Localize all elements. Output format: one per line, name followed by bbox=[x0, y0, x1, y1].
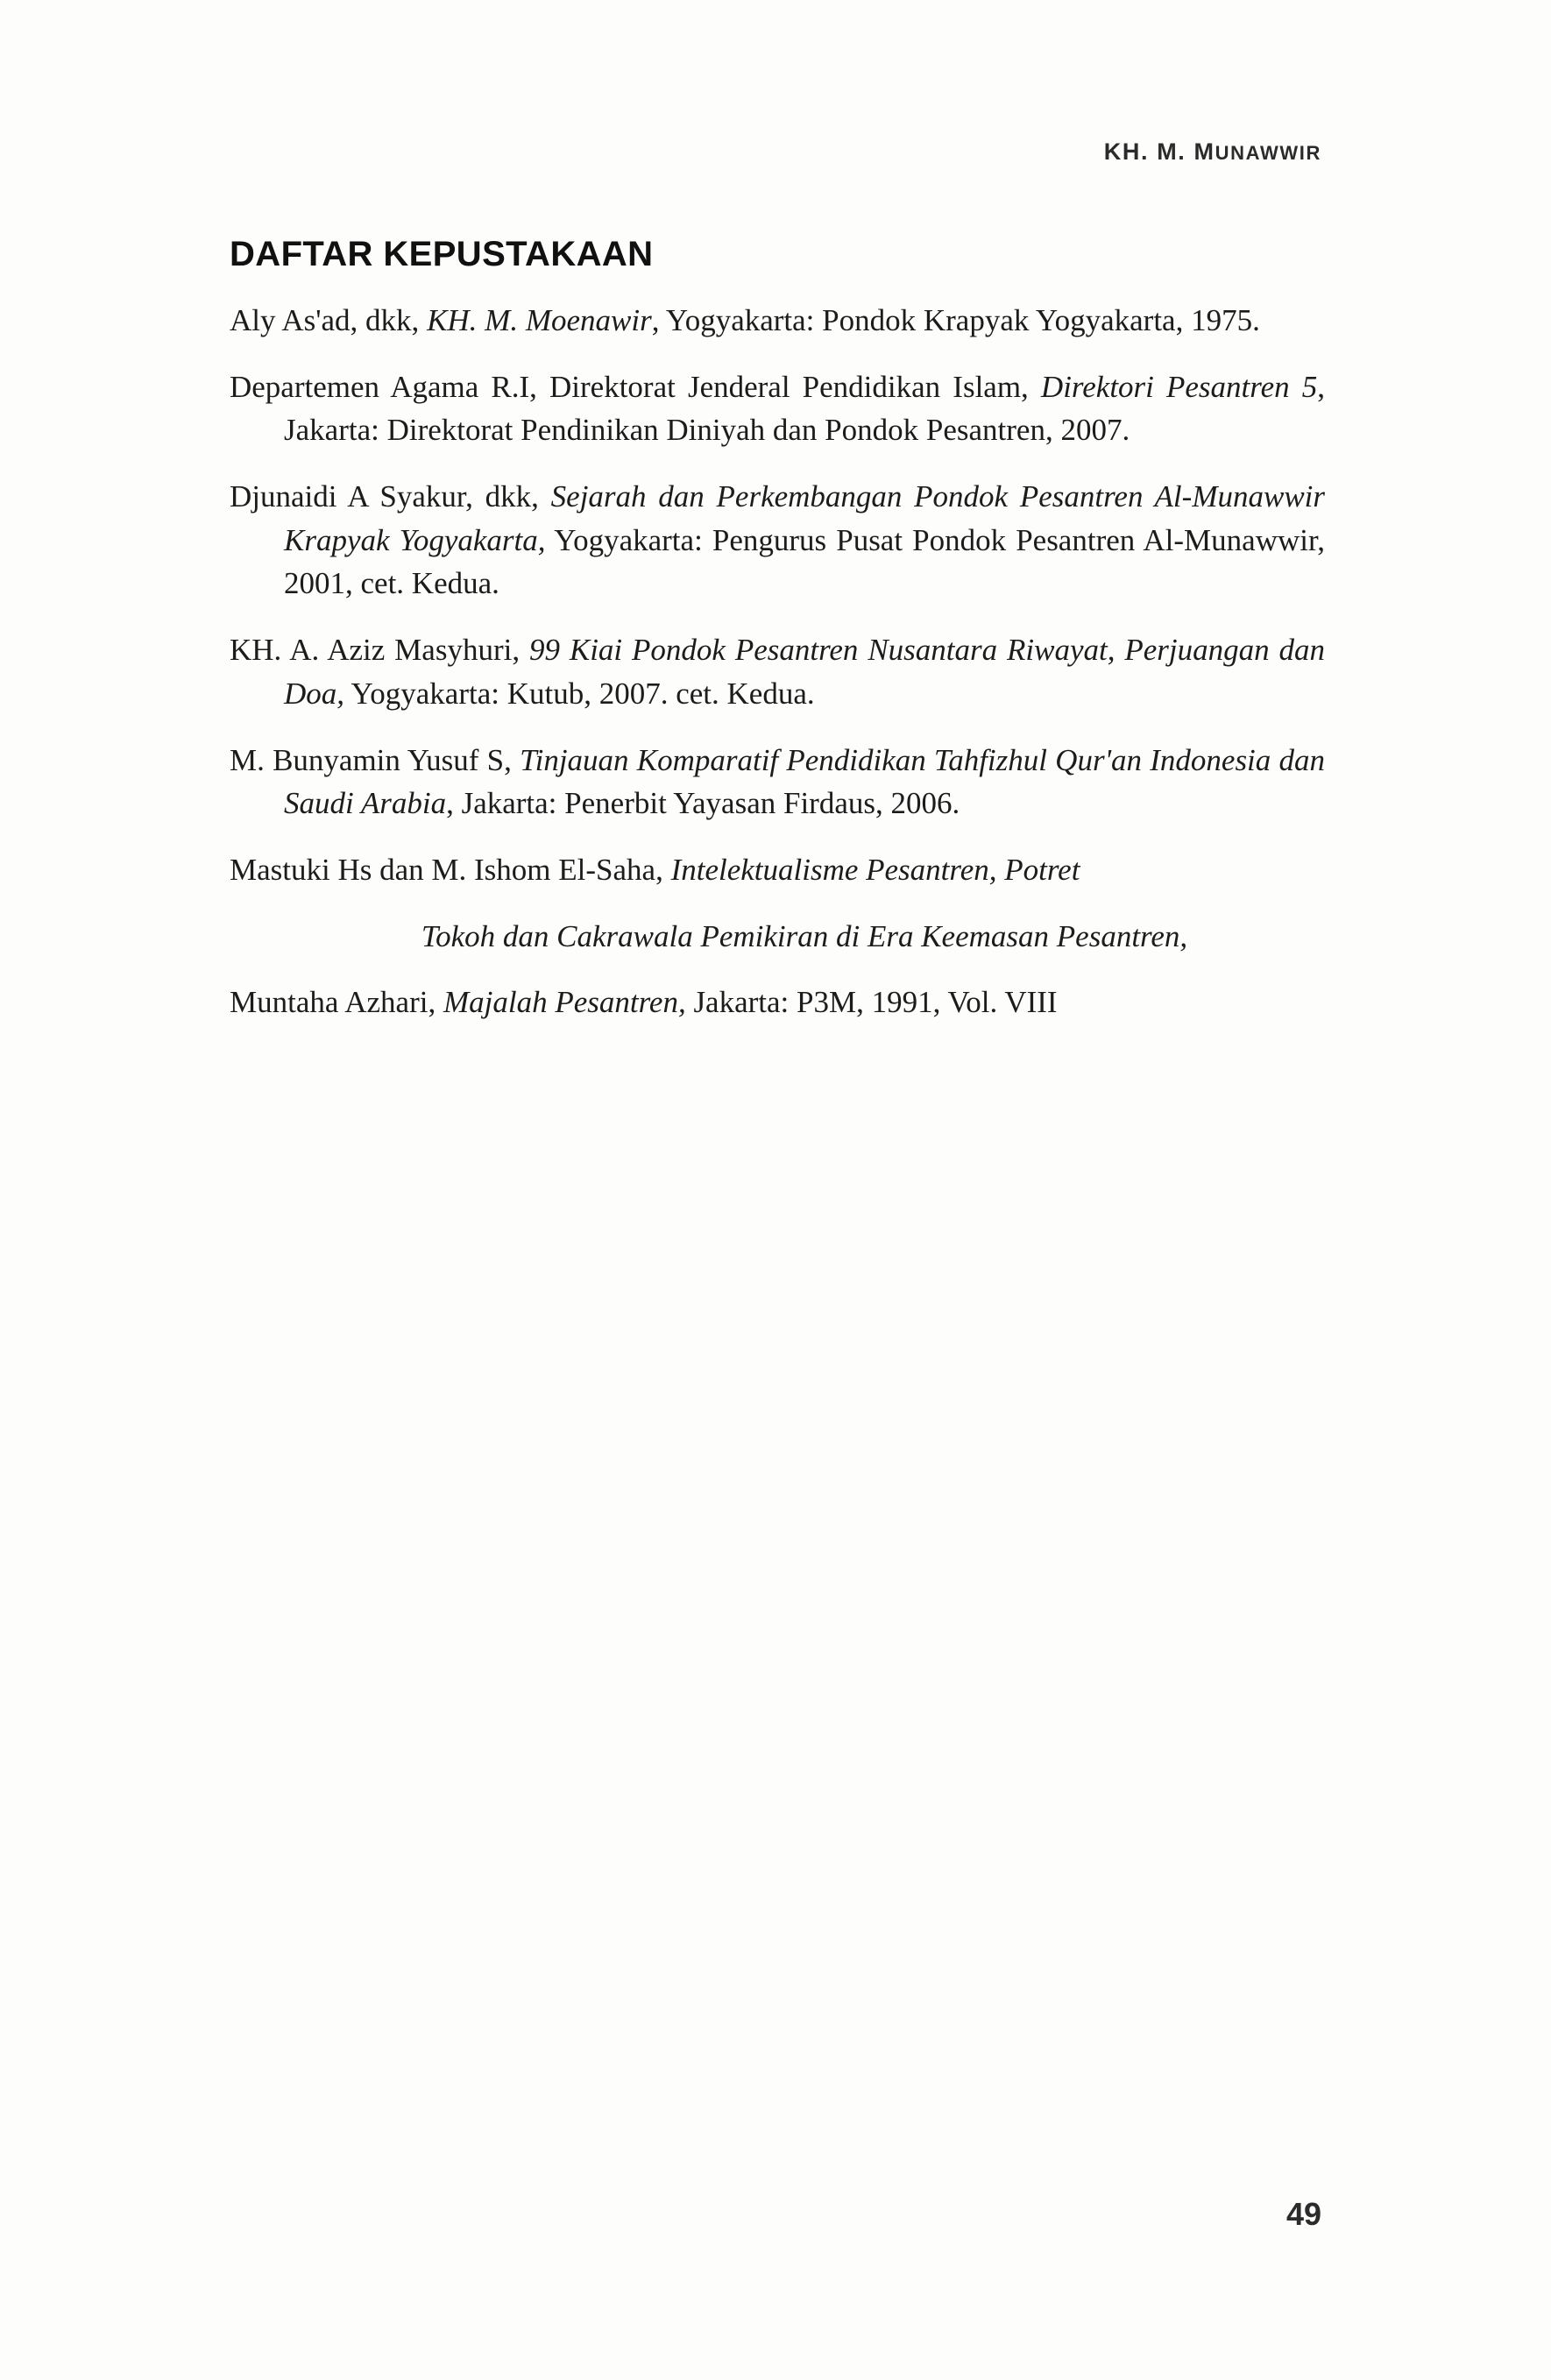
entry-m-bunyamin-yusuf-run-2: , Jakarta: Penerbit Yayasan Firdaus, 2006. bbox=[446, 786, 960, 821]
entry-departemen-agama bbox=[230, 365, 1325, 452]
bibliography-section bbox=[230, 235, 1325, 1047]
running-head-main: KH. M. M bbox=[1103, 138, 1215, 165]
entry-mastuki-hs-run-1: Intelektualisme Pesantren, Potret bbox=[670, 852, 1080, 887]
entry-kh-a-aziz-masyhuri bbox=[230, 628, 1325, 715]
page-title: DAFTAR KEPUSTAKAAN bbox=[230, 235, 654, 273]
entry-muntaha-azhari-run-2: Jakarta: P3M, 1991, Vol. VIII bbox=[685, 985, 1058, 1020]
entry-kh-a-aziz-masyhuri-run-2: Yogyakarta: Kutub, 2007. cet. Kedua. bbox=[344, 676, 815, 711]
entry-kh-a-aziz-masyhuri-run-0: KH. A. Aziz Masyhuri, bbox=[230, 633, 529, 668]
entry-aly-asad-run-2: , Yogyakarta: Pondok Krapyak Yogyakarta, 1975. bbox=[651, 303, 1260, 337]
entry-m-bunyamin-yusuf-run-1: Tinjauan Komparatif Pendidikan Tahfizhul Qur'an Indonesia dan Saudi Arabia bbox=[284, 742, 1325, 821]
entry-aly-asad-run-0: Aly As'ad, dkk, bbox=[230, 303, 428, 337]
entry-muntaha-azhari bbox=[230, 981, 1325, 1024]
entry-m-bunyamin-yusuf bbox=[230, 739, 1325, 825]
page-number: 49 bbox=[1285, 2196, 1321, 2232]
entry-djunaidi-a-syakur-run-1: Sejarah dan Perkembangan Pondok Pesantren Al-Munawwir Krapyak Yogyakarta, bbox=[284, 479, 1326, 557]
bibliography-list bbox=[230, 299, 1325, 1024]
entry-djunaidi-a-syakur-run-0: Djunaidi A Syakur, dkk, bbox=[230, 479, 551, 514]
entry-departemen-agama-run-2: , Jakarta: Direktorat Pendinikan Diniyah dan Pondok Pesantren, 2007. bbox=[284, 369, 1325, 448]
entry-departemen-agama-run-1: Direktori Pesantren 5 bbox=[1040, 369, 1318, 404]
running-head-rest: UNAWWIR bbox=[1215, 142, 1321, 164]
entry-kh-a-aziz-masyhuri-run-1: 99 Kiai Pondok Pesantren Nusantara Riwayat, Perjuangan dan Doa, bbox=[284, 633, 1325, 711]
running-head bbox=[1104, 138, 1321, 166]
entry-mastuki-hs-run-0: Mastuki Hs dan M. Ishom El-Saha, bbox=[230, 852, 671, 887]
entry-mastuki-hs-cont-run-0: Tokoh dan Cakrawala Pemikiran di Era Keemasan Pesantren, bbox=[421, 918, 1188, 953]
entry-aly-asad-run-1: KH. M. Moenawir bbox=[427, 303, 652, 337]
entry-aly-asad bbox=[230, 299, 1325, 343]
entry-muntaha-azhari-run-0: Muntaha Azhari, bbox=[230, 985, 443, 1020]
entry-departemen-agama-run-0: Departemen Agama R.I, Direktorat Jenderal Pendidikan Islam, bbox=[230, 369, 1041, 404]
entry-m-bunyamin-yusuf-run-0: M. Bunyamin Yusuf S, bbox=[230, 742, 521, 777]
entry-muntaha-azhari-run-1: Majalah Pesantren, bbox=[443, 985, 686, 1020]
entry-mastuki-hs bbox=[230, 848, 1325, 892]
entry-mastuki-hs-cont bbox=[230, 915, 1325, 959]
entry-djunaidi-a-syakur-run-2: Yogyakarta: Pengurus Pusat Pondok Pesantren Al-Munawwir, 2001, cet. Kedua. bbox=[284, 522, 1325, 601]
entry-djunaidi-a-syakur bbox=[230, 475, 1325, 606]
